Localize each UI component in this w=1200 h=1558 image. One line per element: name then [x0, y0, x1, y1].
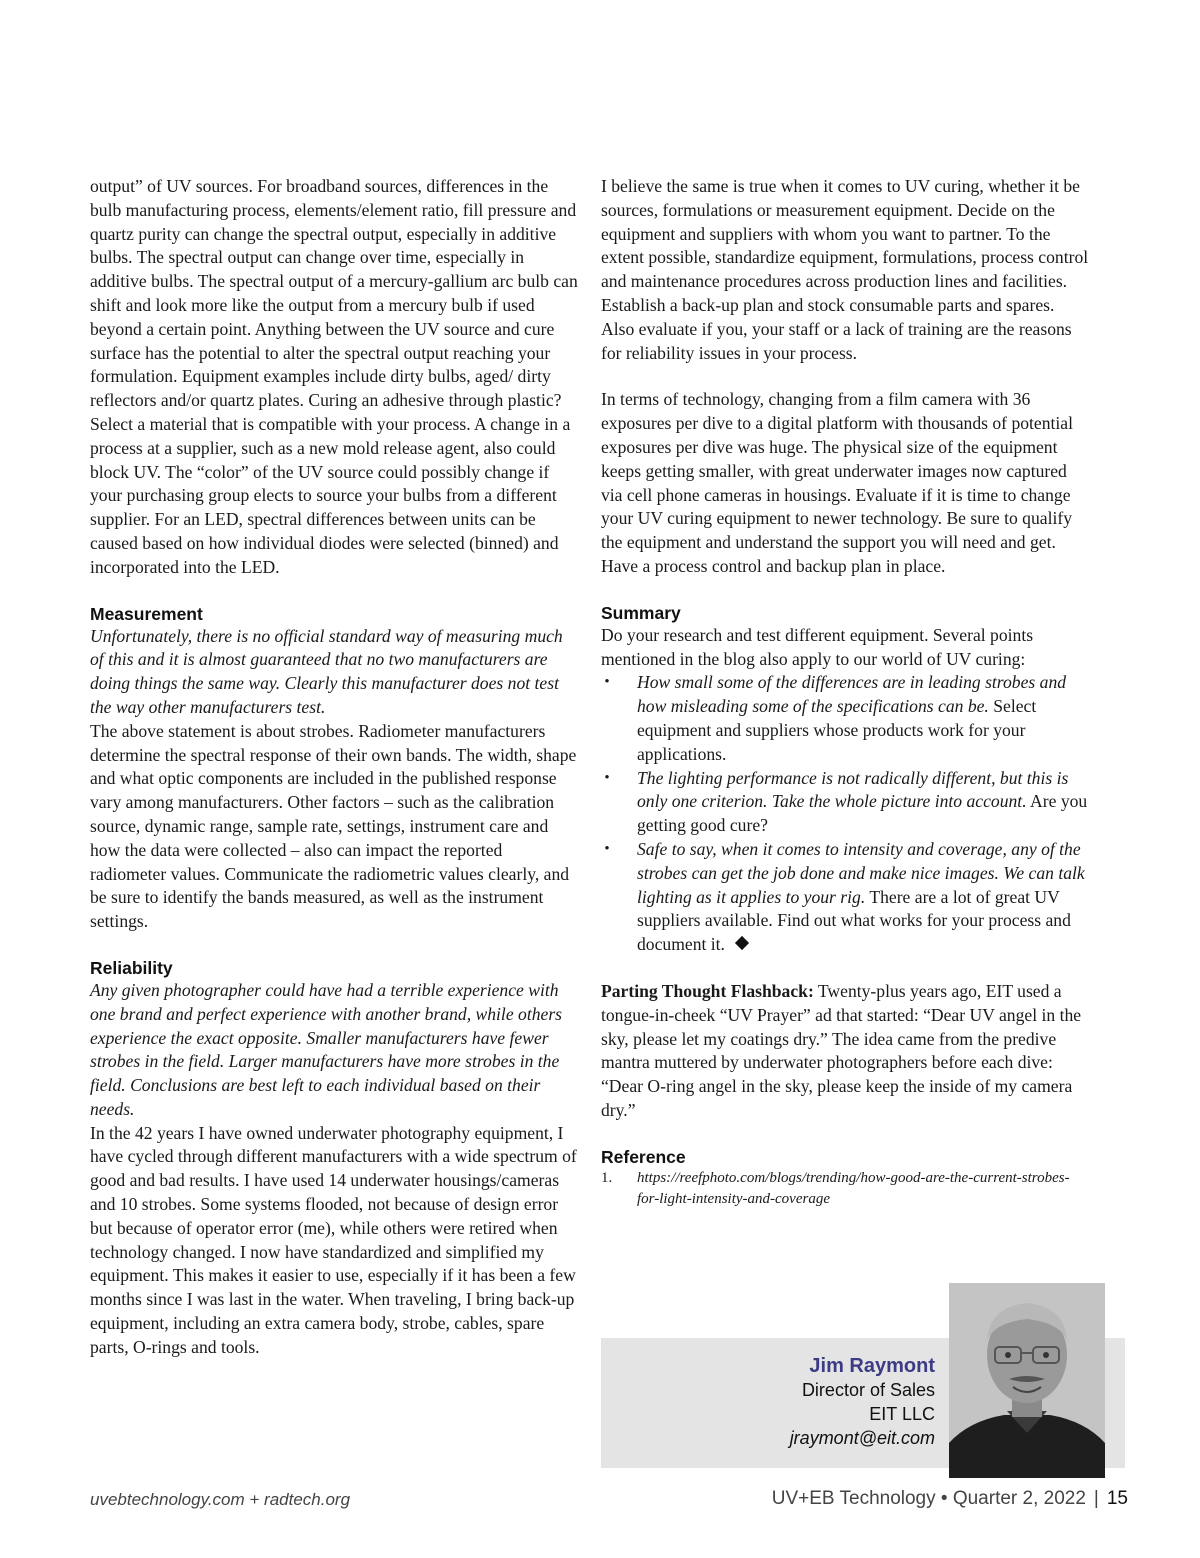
bullet-quote: How small some of the differences are in leading strobes and how misleading some of the specifications can be.: [637, 672, 1067, 717]
parting-thought-label: Parting Thought Flashback:: [601, 980, 814, 1001]
summary-bullet: [601, 767, 1091, 838]
author-company: EIT LLC: [869, 1404, 935, 1424]
reliability-quote-text: Any given photographer could have had a terrible experience with one brand and perfect experience with another brand, while others experience the exact opposite. Smaller manufacturers have fewer strobes in the field. Larger manufacturers have more strobes in the field. Conclusions are best left to each individual based on their needs.: [90, 979, 563, 1119]
right-paragraph-1: I believe the same is true when it comes to UV curing, whether it be sources, formulations or measurement equipment. Decide on the equipment and suppliers with whom you want to partner. To the extent possible, standardize equipment, formulations, process control and maintenance procedures across production lines and facilities. Establish a back-up plan and stock consumable parts and spares. Also evaluate if you, your staff or a lack of training are the reasons for reliability issues in your process.: [601, 176, 1089, 363]
reference-link[interactable]: https://reefphoto.com/blogs/trending/how-good-are-the-current-strobes-for-light-intensity-and-coverage: [637, 1169, 1070, 1207]
intro-paragraph: output” of UV sources. For broadband sources, differences in the bulb manufacturing process, elements/element ratio, fill pressure and quartz purity can change the spectral output, especially in additive bulbs. The spectral output can change over time, especially in additive bulbs. The spectral output of a mercury-gallium arc bulb can shift and look more like the output from a mercury bulb if used beyond a certain point. Anything between the UV source and cure surface has the potential to alter the spectral output reaching your formulation. Equipment examples include dirty bulbs, aged/ dirty reflectors and/or quartz plates. Curing an adhesive through plastic? Select a material that is compatible with your process. A change in a process at a supplier, such as a new mold release agent, also could block UV. The “color” of the UV source could possibly change if your purchasing group elects to source your bulbs from a different supplier. For an LED, spectral differences between units can be caused based on how individual diodes were selected (binned) and incorporated into the LED.: [90, 176, 578, 577]
summary-section: [601, 602, 1091, 957]
bullet-text: There are a lot of great UV suppliers available. Find out what works for your process and document it.: [637, 886, 1071, 955]
author-name: Jim Raymont: [809, 1355, 935, 1377]
reference-heading: Reference: [601, 1146, 686, 1167]
right-column: [601, 175, 1091, 1210]
reference-item: [601, 1168, 1091, 1210]
measurement-quote: [90, 625, 580, 720]
bullet-icon: •: [604, 674, 610, 691]
bullet-text: Are you getting good cure?: [637, 791, 1088, 836]
reference-list: [601, 1168, 1091, 1210]
summary-bullet: [601, 671, 1091, 766]
right-paragraph-2: In terms of technology, changing from a film camera with 36 exposures per dive to a digital platform with thousands of potential exposures per dive was huge. The physical size of the equipment keeps getting smaller, with great underwater images now captured via cell phone cameras in housings. Evaluate if it is time to change your UV curing equipment to newer technology. Be sure to qualify the equipment and understand the support you will need and get. Have a process control and backup plan in place.: [601, 389, 1073, 576]
left-column: [90, 175, 580, 1383]
measurement-heading: Measurement: [90, 603, 203, 624]
summary-intro: Do your research and test different equipment. Several points mentioned in the blog also apply to our world of UV curing:: [601, 624, 1034, 669]
author-photo: [949, 1283, 1105, 1478]
author-info: [790, 1354, 935, 1450]
measurement-quote-text: Unfortunately, there is no official standard way of measuring much of this and it is almost guaranteed that no two manufacturers are doing things the same way. Clearly this manufacturer does not test the way other manufacturers test.: [90, 625, 563, 717]
reliability-body: In the 42 years I have owned underwater photography equipment, I have cycled through different manufacturers with a wide spectrum of good and bad results. I have used 14 underwater housings/cameras and 10 strobes. Some systems flooded, not because of design error but because of operator error (me), while others were retired when technology changed. I now have standardized and simplified my equipment. This makes it easier to use, especially if it has been a few months since I was last in the water. When traveling, I bring back-up equipment, including an extra camera body, strobe, cables, spare parts, O-rings and tools.: [90, 1122, 577, 1357]
footer-sites: uvebtechnology.com + radtech.org: [90, 1490, 351, 1509]
bullet-quote: The lighting performance is not radically different, but this is only one criterion. Take the whole picture into account.: [637, 767, 1069, 812]
measurement-body: The above statement is about strobes. Radiometer manufacturers determine the spectral response of their own bands. The width, shape and what optic components are included in the published response vary among manufacturers. Other factors – such as the calibration source, dynamic range, sample rate, settings, instrument care and how the data were collected – also can impact the reported radiometer values. Communicate the radiometric values clearly, and be sure to identify the bands measured, as well as the instrument settings.: [90, 720, 577, 932]
bullet-text: Select equipment and suppliers whose products work for your applications.: [637, 696, 1037, 764]
reference-section: [601, 1146, 1091, 1210]
page-number: 15: [1106, 1488, 1128, 1509]
publication-name: UV+EB Technology • Quarter 2, 2022: [771, 1488, 1086, 1509]
reference-number: 1.: [601, 1169, 613, 1186]
bullet-quote: Safe to say, when it comes to intensity and coverage, any of the strobes can get the job done and make nice images. We can talk lighting as it applies to your rig.: [637, 838, 1085, 907]
author-portrait-icon: [949, 1283, 1105, 1478]
end-mark-diamond-icon: [735, 936, 749, 950]
bullet-icon: •: [604, 840, 610, 857]
measurement-section: [90, 603, 580, 934]
bullet-icon: •: [604, 769, 610, 786]
reliability-section: [90, 957, 580, 1360]
author-email[interactable]: jraymont@eit.com: [789, 1428, 935, 1448]
author-title: Director of Sales: [801, 1380, 935, 1400]
footer-separator: |: [1093, 1488, 1099, 1509]
footer-publication: [772, 1488, 1128, 1510]
summary-bullet: [601, 838, 1091, 957]
parting-thought-text: Twenty-plus years ago, EIT used a tongue-in-cheek “UV Prayer” ad that started: “Dear UV angel in the sky, please let my coatings dry.” The idea came from the predive mantra muttered by underwater photographers before each dive: “Dear O-ring angel in the sky, please keep the inside of my camera dry.”: [601, 980, 1082, 1120]
reliability-quote: [90, 979, 580, 1122]
summary-heading: Summary: [601, 602, 681, 623]
summary-bullet-list: [601, 671, 1091, 957]
reliability-heading: Reliability: [90, 957, 173, 978]
parting-thought: [601, 980, 1091, 1123]
